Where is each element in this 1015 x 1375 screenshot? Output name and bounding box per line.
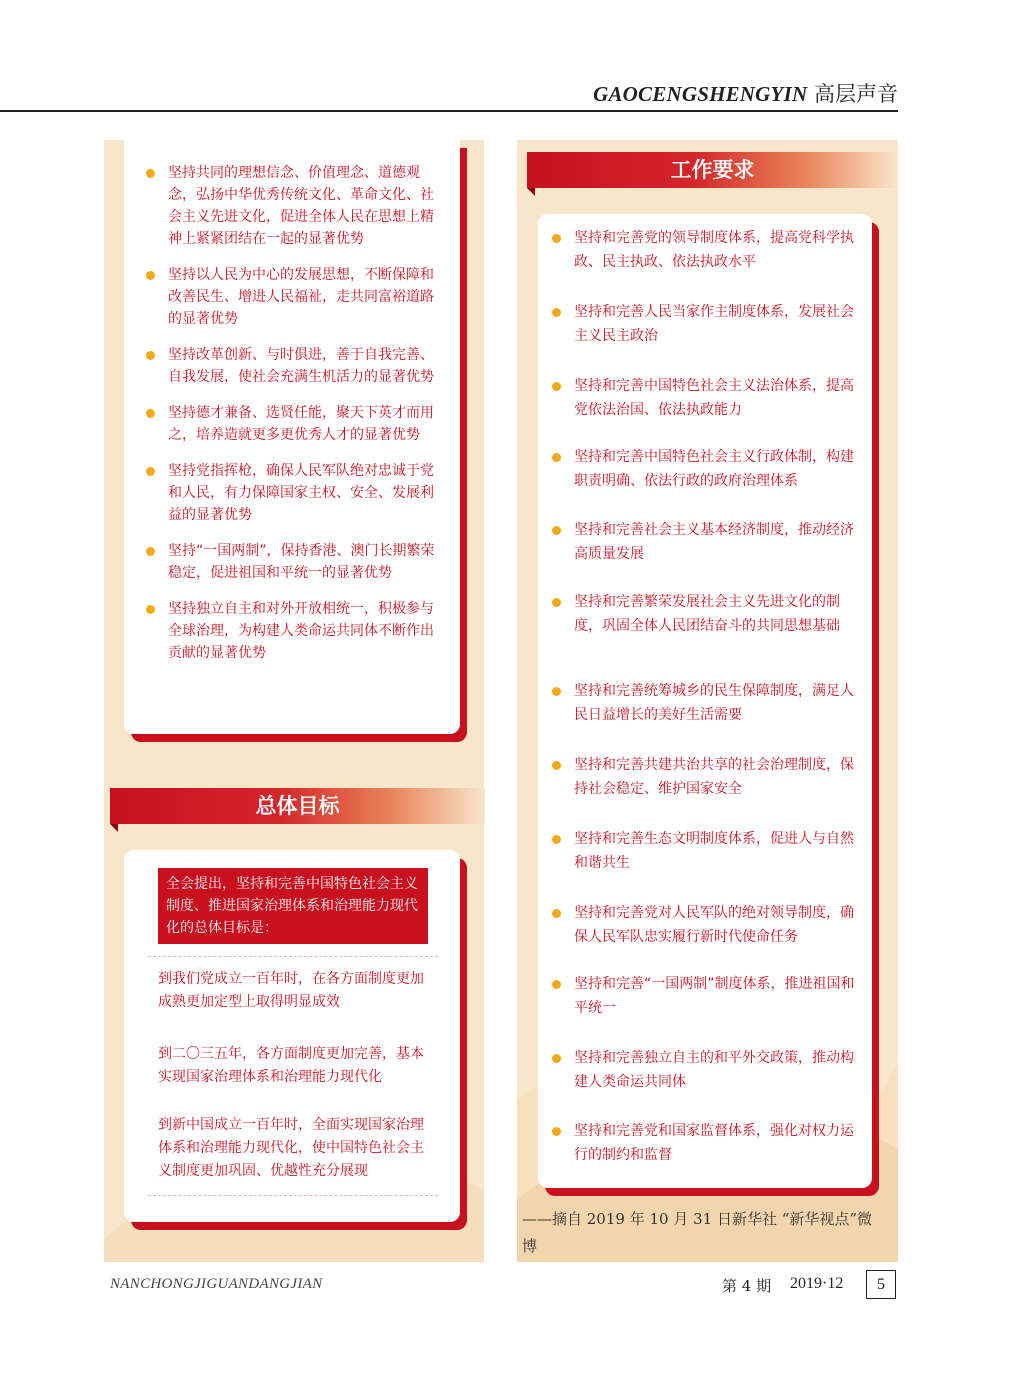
bullet-icon xyxy=(552,761,561,770)
requirement-item: 坚持和完善党对人民军队的绝对领导制度，确保人民军队忠实履行新时代使命任务 xyxy=(552,901,862,949)
advantage-item: 坚持改革创新、与时俱进，善于自我完善、自我发展，使社会充满生机活力的显著优势 xyxy=(146,344,438,388)
issue-date: 2019·12 xyxy=(790,1275,844,1292)
advantage-item: 坚持“一国两制”，保持香港、澳门长期繁荣稳定，促进祖国和平统一的显著优势 xyxy=(146,540,438,584)
dashed-divider xyxy=(148,1195,438,1196)
requirement-item: 坚持和完善中国特色社会主义行政体制，构建职责明确、依法行政的政府治理体系 xyxy=(552,445,862,493)
requirement-item: 坚持和完善党和国家监督体系，强化对权力运行的制约和监督 xyxy=(552,1119,862,1167)
advantages-card xyxy=(124,140,460,734)
overall-goal-title: 总体目标 xyxy=(255,794,340,818)
bullet-icon xyxy=(146,409,155,418)
running-header xyxy=(593,78,898,108)
bullet-icon xyxy=(552,687,561,696)
bullet-icon xyxy=(552,909,561,918)
requirement-item: 坚持和完善统筹城乡的民生保障制度，满足人民日益增长的美好生活需要 xyxy=(552,679,862,727)
bullet-icon xyxy=(552,980,561,989)
goal-item: 到二〇三五年，各方面制度更加完善，基本实现国家治理体系和治理能力现代化 xyxy=(158,1046,424,1085)
requirement-item: 坚持和完善党的领导制度体系，提高党科学执政、民主执政、依法执政水平 xyxy=(552,226,862,274)
requirement-item: 坚持和完善“一国两制”制度体系，推进祖国和平统一 xyxy=(552,972,862,1020)
advantage-item: 坚持党指挥枪，确保人民军队绝对忠诚于党和人民，有力保障国家主权、安全、发展利益的显著优势 xyxy=(146,460,438,526)
requirement-item: 坚持和完善人民当家作主制度体系，发展社会主义民主政治 xyxy=(552,300,862,348)
bullet-icon xyxy=(552,453,561,462)
requirement-item: 坚持和完善独立自主的和平外交政策，推动构建人类命运共同体 xyxy=(552,1046,862,1094)
source-note: ——摘自 2019 年 10 月 31 日新华社 “新华视点”微博 xyxy=(522,1210,873,1255)
bullet-icon xyxy=(146,351,155,360)
header-rule xyxy=(0,110,898,112)
page-number: 5 xyxy=(866,1270,896,1299)
bullet-icon xyxy=(552,1054,561,1063)
bullet-icon xyxy=(552,526,561,535)
header-chinese: 高层声音 xyxy=(814,82,898,106)
advantage-item: 坚持共同的理想信念、价值理念、道德观念，弘扬中华优秀传统文化、革命文化、社会主义先进文化，促进全体人民在思想上精神上紧紧团结在一起的显著优势 xyxy=(146,162,438,250)
advantage-item: 坚持以人民为中心的发展思想，不断保障和改善民生、增进人民福祉，走共同富裕道路的显著优势 xyxy=(146,264,438,330)
requirement-item: 坚持和完善社会主义基本经济制度，推动经济高质量发展 xyxy=(552,518,862,566)
goal-item: 到新中国成立一百年时，全面实现国家治理体系和治理能力现代化，使中国特色社会主义制度更加巩固、优越性充分展现 xyxy=(158,1117,424,1179)
advantage-item: 坚持独立自主和对外开放相统一，积极参与全球治理，为构建人类命运共同体不断作出贡献的显著优势 xyxy=(146,598,438,664)
bullet-icon xyxy=(146,467,155,476)
requirement-item: 坚持和完善生态文明制度体系，促进人与自然和谐共生 xyxy=(552,827,862,875)
bullet-icon xyxy=(552,598,561,607)
requirement-item: 坚持和完善中国特色社会主义法治体系，提高党依法治国、依法执政能力 xyxy=(552,374,862,422)
requirement-item: 坚持和完善繁荣发展社会主义先进文化的制度，巩固全体人民团结奋斗的共同思想基础 xyxy=(552,590,862,638)
publication-name: NANCHONGJIGUANDANGJIAN xyxy=(110,1276,323,1292)
bullet-icon xyxy=(146,547,155,556)
dashed-divider xyxy=(148,956,438,957)
work-requirements-title: 工作要求 xyxy=(670,158,755,182)
bullet-icon xyxy=(552,835,561,844)
overall-goal-intro: 全会提出，坚持和完善中国特色社会主义制度、推进国家治理体系和治理能力现代化的总体目标是： xyxy=(158,868,428,944)
issue-number: 第 4 期 xyxy=(722,1277,772,1295)
bullet-icon xyxy=(552,382,561,391)
requirement-item: 坚持和完善共建共治共享的社会治理制度，保持社会稳定、维护国家安全 xyxy=(552,753,862,801)
header-latin: GAOCENGSHENGYIN xyxy=(593,82,808,106)
bullet-icon xyxy=(552,234,561,243)
overall-goal-banner xyxy=(110,788,485,824)
goal-item: 到我们党成立一百年时，在各方面制度更加成熟更加定型上取得明显成效 xyxy=(158,971,424,1010)
bullet-icon xyxy=(146,271,155,280)
bullet-icon xyxy=(146,169,155,178)
work-requirements-banner xyxy=(527,152,898,188)
bullet-icon xyxy=(552,308,561,317)
bullet-icon xyxy=(552,1127,561,1136)
advantage-item: 坚持德才兼备、选贤任能，聚天下英才而用之，培养造就更多更优秀人才的显著优势 xyxy=(146,402,438,446)
bullet-icon xyxy=(146,605,155,614)
